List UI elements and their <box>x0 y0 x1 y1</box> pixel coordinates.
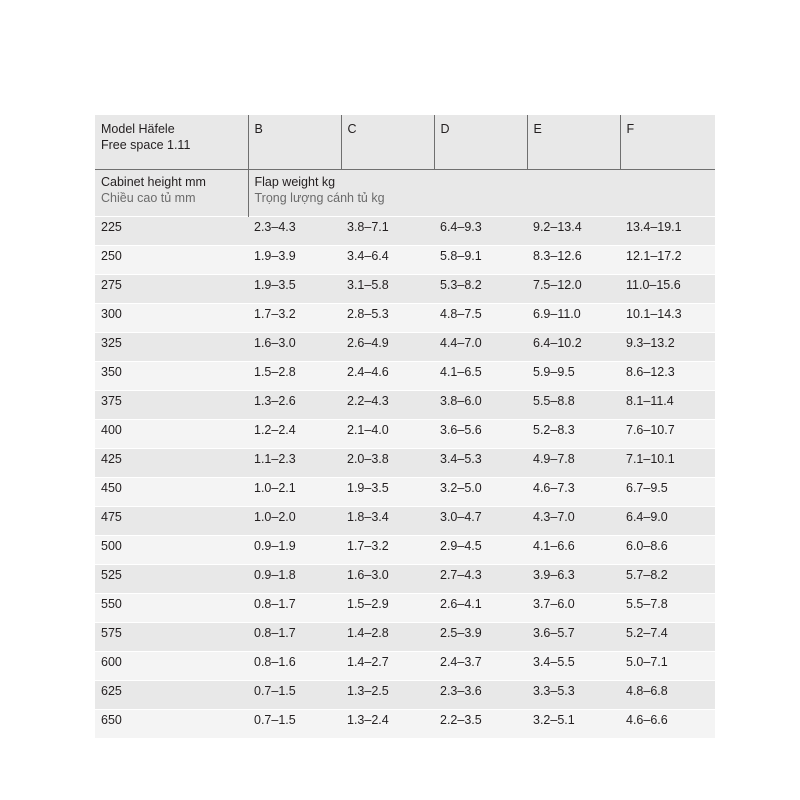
header-flap-line2: Trọng lượng cánh tủ kg <box>254 190 385 205</box>
cell-d: 2.5–3.9 <box>434 623 527 652</box>
cell-e: 3.7–6.0 <box>527 594 620 623</box>
cell-c: 2.1–4.0 <box>341 420 434 449</box>
cell-d: 3.8–6.0 <box>434 391 527 420</box>
cell-d: 4.8–7.5 <box>434 304 527 333</box>
table-row <box>95 507 715 536</box>
header-column-b: B <box>248 115 341 170</box>
cell-e: 9.2–13.4 <box>527 217 620 246</box>
cell-c: 1.3–2.4 <box>341 710 434 739</box>
cell-e: 4.1–6.6 <box>527 536 620 565</box>
header-column-f: F <box>620 115 715 170</box>
header-cabinet-cell <box>95 170 248 217</box>
table-row <box>95 652 715 681</box>
cell-e: 4.9–7.8 <box>527 449 620 478</box>
cell-e: 5.9–9.5 <box>527 362 620 391</box>
cell-b: 0.7–1.5 <box>248 710 341 739</box>
cell-d: 5.3–8.2 <box>434 275 527 304</box>
cell-d: 4.1–6.5 <box>434 362 527 391</box>
cell-c: 1.9–3.5 <box>341 478 434 507</box>
cell-c: 1.3–2.5 <box>341 681 434 710</box>
cell-d: 2.4–3.7 <box>434 652 527 681</box>
header-column-e: E <box>527 115 620 170</box>
cell-f: 5.7–8.2 <box>620 565 715 594</box>
table-row <box>95 275 715 304</box>
cell-f: 9.3–13.2 <box>620 333 715 362</box>
cell-f: 7.1–10.1 <box>620 449 715 478</box>
cell-d: 6.4–9.3 <box>434 217 527 246</box>
cell-c: 1.5–2.9 <box>341 594 434 623</box>
cell-d: 3.4–5.3 <box>434 449 527 478</box>
cell-height: 250 <box>95 246 248 275</box>
cell-b: 0.7–1.5 <box>248 681 341 710</box>
table-body <box>95 115 715 738</box>
cell-b: 0.8–1.6 <box>248 652 341 681</box>
cell-e: 3.3–5.3 <box>527 681 620 710</box>
cell-d: 2.3–3.6 <box>434 681 527 710</box>
cell-f: 4.6–6.6 <box>620 710 715 739</box>
cell-f: 5.0–7.1 <box>620 652 715 681</box>
cell-c: 2.6–4.9 <box>341 333 434 362</box>
cell-c: 1.7–3.2 <box>341 536 434 565</box>
cell-f: 8.1–11.4 <box>620 391 715 420</box>
table-row <box>95 362 715 391</box>
table-row <box>95 536 715 565</box>
cell-d: 2.7–4.3 <box>434 565 527 594</box>
cell-e: 5.2–8.3 <box>527 420 620 449</box>
cell-b: 2.3–4.3 <box>248 217 341 246</box>
table-row <box>95 246 715 275</box>
cell-f: 5.2–7.4 <box>620 623 715 652</box>
cell-e: 5.5–8.8 <box>527 391 620 420</box>
cell-f: 8.6–12.3 <box>620 362 715 391</box>
cell-height: 425 <box>95 449 248 478</box>
cell-height: 400 <box>95 420 248 449</box>
cell-c: 2.2–4.3 <box>341 391 434 420</box>
cell-c: 1.6–3.0 <box>341 565 434 594</box>
cell-f: 10.1–14.3 <box>620 304 715 333</box>
cell-c: 3.1–5.8 <box>341 275 434 304</box>
cell-height: 375 <box>95 391 248 420</box>
header-model-cell <box>95 115 248 170</box>
cell-height: 325 <box>95 333 248 362</box>
table-row <box>95 420 715 449</box>
cell-height: 450 <box>95 478 248 507</box>
cell-d: 3.6–5.6 <box>434 420 527 449</box>
cell-c: 1.8–3.4 <box>341 507 434 536</box>
cell-e: 3.4–5.5 <box>527 652 620 681</box>
cell-b: 1.3–2.6 <box>248 391 341 420</box>
cell-f: 11.0–15.6 <box>620 275 715 304</box>
cell-c: 3.4–6.4 <box>341 246 434 275</box>
table-row <box>95 623 715 652</box>
cell-e: 6.4–10.2 <box>527 333 620 362</box>
cell-b: 0.9–1.8 <box>248 565 341 594</box>
cell-f: 7.6–10.7 <box>620 420 715 449</box>
cell-height: 550 <box>95 594 248 623</box>
table-row <box>95 333 715 362</box>
cell-height: 650 <box>95 710 248 739</box>
header-column-d: D <box>434 115 527 170</box>
cell-height: 625 <box>95 681 248 710</box>
cell-d: 3.0–4.7 <box>434 507 527 536</box>
cell-b: 0.9–1.9 <box>248 536 341 565</box>
cell-e: 6.9–11.0 <box>527 304 620 333</box>
cell-c: 2.0–3.8 <box>341 449 434 478</box>
table-header-row-cabinet <box>95 170 715 217</box>
cell-b: 1.2–2.4 <box>248 420 341 449</box>
cell-d: 2.9–4.5 <box>434 536 527 565</box>
cell-e: 8.3–12.6 <box>527 246 620 275</box>
table-row <box>95 217 715 246</box>
cell-height: 600 <box>95 652 248 681</box>
table-row <box>95 391 715 420</box>
flap-weight-table <box>95 115 715 738</box>
cell-b: 1.1–2.3 <box>248 449 341 478</box>
cell-b: 1.7–3.2 <box>248 304 341 333</box>
header-model-line2: Free space 1.11 <box>101 137 191 152</box>
cell-c: 2.4–4.6 <box>341 362 434 391</box>
spec-table-container <box>95 115 715 738</box>
cell-e: 3.6–5.7 <box>527 623 620 652</box>
cell-f: 12.1–17.2 <box>620 246 715 275</box>
header-cabinet-line2: Chiều cao tủ mm <box>101 190 196 205</box>
cell-height: 525 <box>95 565 248 594</box>
cell-f: 6.7–9.5 <box>620 478 715 507</box>
table-row <box>95 681 715 710</box>
table-header-row-model <box>95 115 715 170</box>
cell-height: 225 <box>95 217 248 246</box>
cell-b: 1.6–3.0 <box>248 333 341 362</box>
table-row <box>95 710 715 739</box>
table-row <box>95 565 715 594</box>
cell-d: 5.8–9.1 <box>434 246 527 275</box>
header-column-c: C <box>341 115 434 170</box>
table-row <box>95 449 715 478</box>
cell-d: 3.2–5.0 <box>434 478 527 507</box>
cell-b: 0.8–1.7 <box>248 594 341 623</box>
cell-b: 1.9–3.9 <box>248 246 341 275</box>
table-row <box>95 478 715 507</box>
cell-e: 3.9–6.3 <box>527 565 620 594</box>
cell-d: 4.4–7.0 <box>434 333 527 362</box>
header-flap-line1: Flap weight kg <box>254 175 336 189</box>
cell-c: 3.8–7.1 <box>341 217 434 246</box>
cell-height: 350 <box>95 362 248 391</box>
cell-f: 6.0–8.6 <box>620 536 715 565</box>
cell-b: 0.8–1.7 <box>248 623 341 652</box>
header-cabinet-line1: Cabinet height mm <box>101 175 206 189</box>
cell-f: 6.4–9.0 <box>620 507 715 536</box>
cell-b: 1.0–2.0 <box>248 507 341 536</box>
cell-b: 1.9–3.5 <box>248 275 341 304</box>
cell-height: 500 <box>95 536 248 565</box>
cell-c: 1.4–2.7 <box>341 652 434 681</box>
header-model-line1: Model Häfele <box>101 122 175 136</box>
cell-e: 3.2–5.1 <box>527 710 620 739</box>
cell-height: 475 <box>95 507 248 536</box>
cell-height: 575 <box>95 623 248 652</box>
cell-e: 7.5–12.0 <box>527 275 620 304</box>
table-row <box>95 594 715 623</box>
cell-d: 2.2–3.5 <box>434 710 527 739</box>
cell-e: 4.6–7.3 <box>527 478 620 507</box>
table-row <box>95 304 715 333</box>
cell-c: 1.4–2.8 <box>341 623 434 652</box>
cell-b: 1.0–2.1 <box>248 478 341 507</box>
cell-d: 2.6–4.1 <box>434 594 527 623</box>
cell-height: 275 <box>95 275 248 304</box>
cell-height: 300 <box>95 304 248 333</box>
cell-c: 2.8–5.3 <box>341 304 434 333</box>
cell-f: 13.4–19.1 <box>620 217 715 246</box>
cell-f: 5.5–7.8 <box>620 594 715 623</box>
header-flap-cell <box>248 170 715 217</box>
cell-f: 4.8–6.8 <box>620 681 715 710</box>
cell-e: 4.3–7.0 <box>527 507 620 536</box>
cell-b: 1.5–2.8 <box>248 362 341 391</box>
